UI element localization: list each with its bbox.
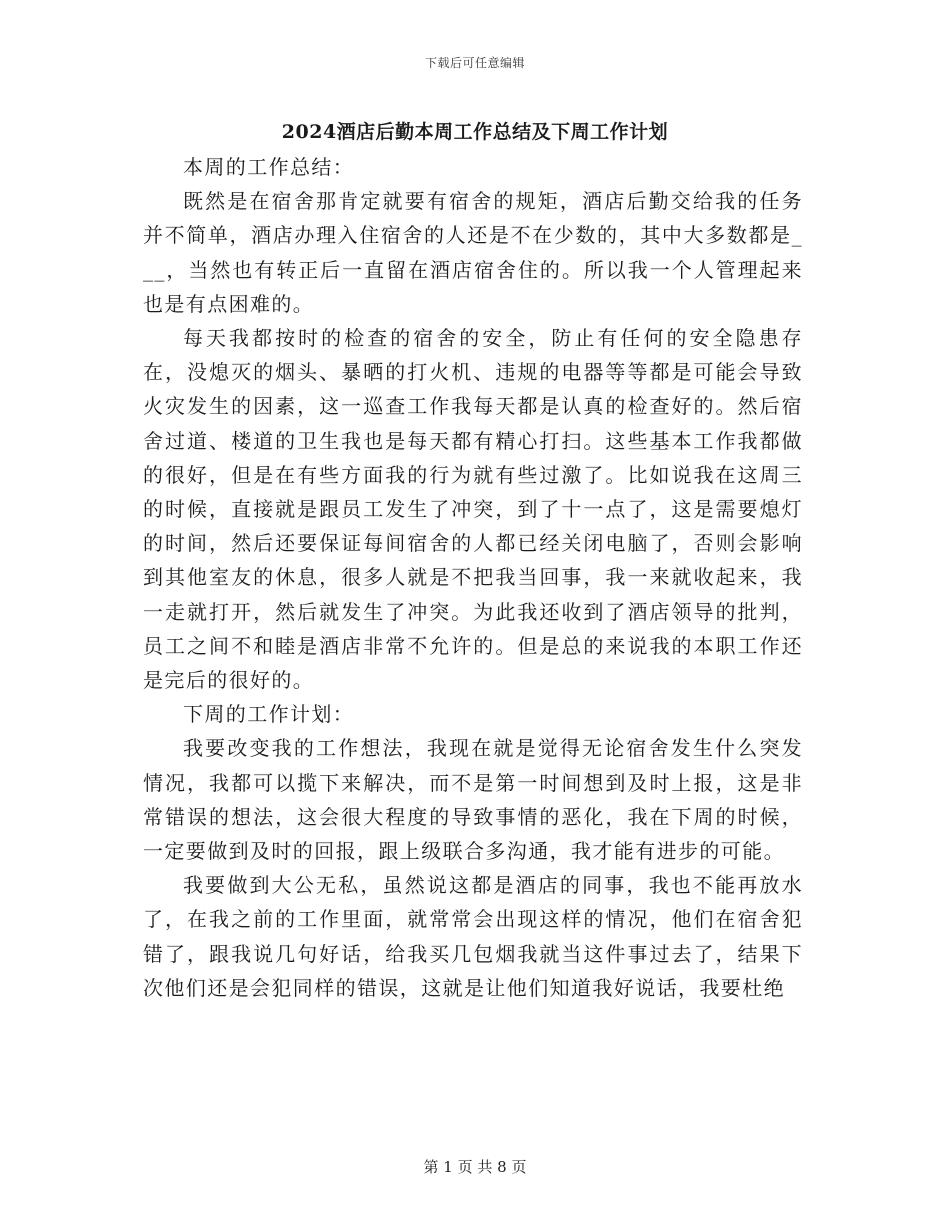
section-heading-summary: 本周的工作总结： (183, 155, 355, 179)
page-header-note: 下载后可任意编辑 (424, 56, 525, 70)
section-heading-plan: 下周的工作计划： (183, 702, 355, 727)
body-paragraph: 我要做到大公无私，虽然说这都是酒店的同事，我也不能再放水了，在我之前的工作里面，就常常会出现这样的情况，他们在宿舍犯错了，跟我说几句好话，给我买几包烟我就当这件事过去了，结果下次他们还是会犯同样的错误，这就是让他们知道我好说话，我要杜绝 (143, 873, 803, 1000)
body-paragraph: 既然是在宿舍那肯定就要有宿舍的规矩，酒店后勤交给我的任务并不简单，酒店办理入住宿舍的人还是不在少数的，其中大多数都是___，当然也有转正后一直留在酒店宿舍住的。所以我一个人管理起来也是有点困难的。 (143, 189, 803, 316)
document-title: 2024酒店后勤本周工作总结及下周工作计划 (281, 121, 669, 143)
body-paragraph: 每天我都按时的检查的宿舍的安全，防止有任何的安全隐患存在，没熄灭的烟头、暴晒的打火机、违规的电器等等都是可能会导致火灾发生的因素，这一巡查工作我每天都是认真的检查好的。然后宿舍过道、楼道的卫生我也是每天都有精心打扫。这些基本工作我都做的很好，但是在有些方面我的行为就有些过激了。比如说我在这周三的时候，直接就是跟员工发生了冲突，到了十一点了，这是需要熄灯的时间，然后还要保证每间宿舍的人都已经关闭电脑了，否则会影响到其他室友的休息，很多人就是不把我当回事，我一来就收起来，我一走就打开，然后就发生了冲突。为此我还收到了酒店领导的批判，员工之间不和睦是酒店非常不允许的。但是总的来说我的本职工作还是完后的很好的。 (143, 326, 803, 693)
page-number: 第 1 页 共 8 页 (423, 1158, 527, 1176)
document-body (143, 150, 803, 1005)
body-paragraph: 我要改变我的工作想法，我现在就是觉得无论宿舍发生什么突发情况，我都可以揽下来解决，而不是第一时间想到及时上报，这是非常错误的想法，这会很大程度的导致事情的恶化，我在下周的时候，一定要做到及时的回报，跟上级联合多沟通，我才能有进步的可能。 (143, 736, 803, 864)
